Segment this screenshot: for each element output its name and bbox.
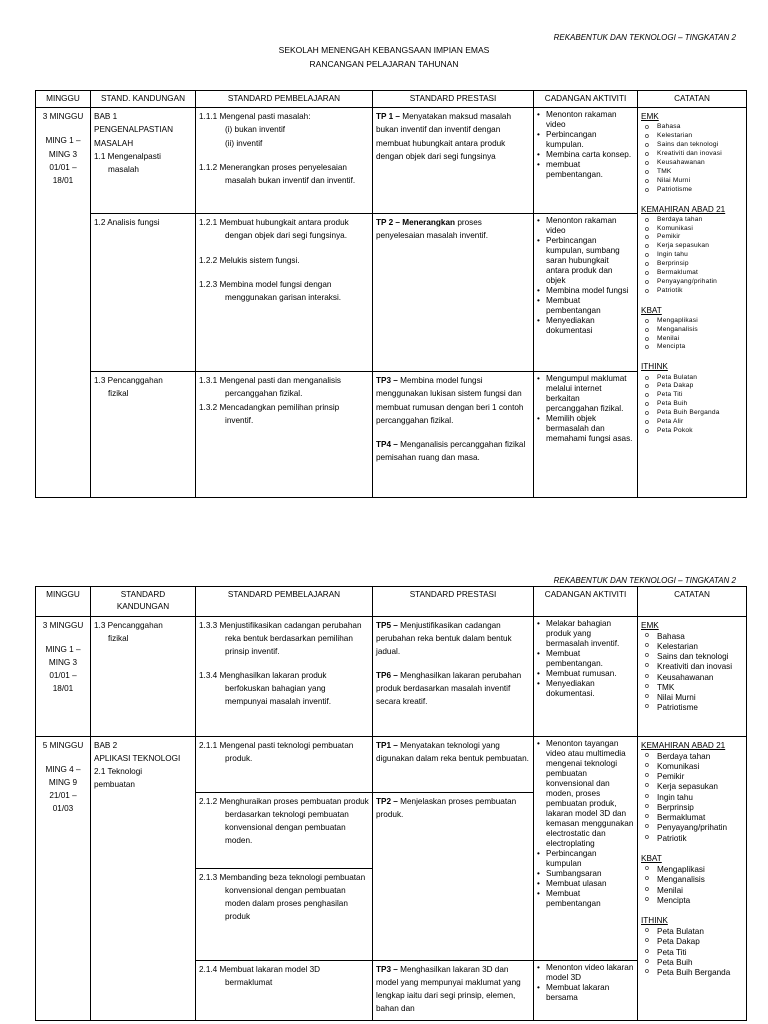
tp-text: Menyatakan maksud masalah bukan inventif dan inventif dengan membuat hubungkait antara produk dengan objek dari segi fungsinya: [376, 112, 512, 161]
minggu-cell: [36, 108, 91, 498]
ithink-heading: ITHINK: [641, 916, 668, 926]
prestasi-cell: [373, 372, 534, 498]
list-item: o Berdaya tahan: [657, 752, 743, 762]
minggu-end: MING 3: [48, 149, 78, 159]
activity-item: • Melakar bahagian produk yang bermasalah inventif.: [546, 619, 634, 649]
activity-item: • Menyediakan dokumentasi.: [546, 679, 634, 699]
minggu-duration: 3 MINGGU: [42, 620, 84, 630]
activity-item: • Perbincangan kumpulan: [546, 849, 634, 869]
tp-label: TP4 –: [376, 439, 398, 449]
activity-item: • Mengumpul maklumat melalui internet berkaitan percanggahan fizikal.: [546, 374, 634, 414]
abad21-list: [641, 752, 743, 844]
list-item: o Kreativiti dan inovasi: [657, 662, 743, 672]
ithink-list: [641, 374, 743, 436]
catatan-cell: [638, 736, 747, 1020]
header-pembelajaran: STANDARD PEMBELAJARAN: [196, 91, 373, 108]
list-item: o Bahasa: [657, 632, 743, 642]
list-item: o Mencipta: [657, 896, 743, 906]
chapter-label: BAB 2: [94, 740, 118, 750]
activity-item: • membuat pembentangan.: [546, 160, 634, 180]
tp-text: Menjustifikasikan cadangan perubahan reka bentuk dalam bentuk jadual.: [376, 620, 512, 656]
list-item: o Pemikir: [657, 233, 743, 242]
activity-item: • Membuat ulasan: [546, 879, 634, 889]
catatan-cell: [638, 108, 747, 498]
learning-standard: 1.2.3 Membina model fungsi dengan menggunakan garisan interaksi.: [199, 279, 342, 302]
list-item: o Nilai Murni: [657, 693, 743, 703]
activity-item: • Membuat pembentangan.: [546, 649, 634, 669]
activity-item: • Membina carta konsep.: [546, 150, 634, 160]
tp-text: Menganalisis percanggahan fizikal pemisahan ruang dan masa.: [376, 439, 526, 462]
school-name: SEKOLAH MENENGAH KEBANGSAAN IMPIAN EMAS: [278, 45, 490, 55]
date-start: 01/01 –: [49, 162, 77, 172]
kbat-list: [641, 865, 743, 906]
tp-label: TP 2 – Menerangkan: [376, 218, 456, 228]
minggu-duration: 5 MINGGU: [42, 740, 84, 750]
list-item: o Patriotisme: [657, 186, 743, 195]
activity-item: • Memilih objek bermasalah dan memahami fungsi asas.: [546, 414, 634, 444]
tp-text: Membina model fungsi menggunakan lukisan sistem fungsi dan membuat rumusan dengan beri 1 contoh percanggahan fizikal.: [376, 376, 524, 425]
prestasi-cell: [373, 214, 534, 372]
kandungan-cell: [91, 736, 196, 1020]
minggu-end: MING 3: [48, 657, 78, 667]
minggu-cell: [36, 736, 91, 1020]
list-item: o Penyayang/prihatin: [657, 823, 743, 833]
list-item: o Kelestarian: [657, 642, 743, 652]
topic-label: 1.3 Pencanggahan: [94, 376, 163, 386]
kandungan-cell: [91, 372, 196, 498]
activity-item: • Membuat pembentangan: [546, 889, 634, 909]
list-item: o TMK: [657, 683, 743, 693]
topic-label-cont: fizikal: [108, 633, 129, 643]
aktiviti-cell: [534, 736, 638, 960]
activity-item: • Membuat pembentangan: [546, 296, 634, 316]
tp-text: Menjelaskan proses pembuatan produk.: [376, 796, 517, 819]
list-item: o Peta Titi: [657, 948, 743, 958]
list-item: o Ingin tahu: [657, 251, 743, 260]
topic-label: 1.1 Mengenalpasti: [94, 151, 161, 161]
lesson-plan-table-2: [35, 586, 747, 1021]
chapter-label: BAB 1: [94, 112, 118, 122]
tp-text: Menghasilkan lakaran 3D dan model yang mempunyai maklumat yang lengkap iaitu dari segi prinsip, elemen, bahan dan: [376, 964, 521, 1013]
learning-standard: 2.1.1 Mengenal pasti teknologi pembuatan produk.: [199, 740, 354, 763]
list-item: o Peta Pokok: [657, 427, 743, 436]
learning-standard: 2.1.2 Menghuraikan proses pembuatan produk berdasarkan teknologi pembuatan konvensional dengan pembuatan moden.: [199, 796, 369, 845]
list-item: o Berdaya tahan: [657, 216, 743, 225]
list-item: o Komunikasi: [657, 762, 743, 772]
date-start: 01/01 –: [49, 670, 77, 680]
abad21-heading: KEMAHIRAN ABAD 21: [641, 204, 726, 214]
prestasi-cell: [373, 792, 534, 960]
header-prestasi: STANDARD PRESTASI: [373, 587, 534, 617]
kbat-heading: KBAT: [641, 305, 662, 315]
header-minggu: MINGGU: [36, 91, 91, 108]
learning-standard: 1.2.2 Melukis sistem fungsi.: [199, 255, 300, 265]
activity-item: • Menonton rakaman video: [546, 110, 634, 130]
learning-standard: 1.3.2 Mencadangkan pemilihan prinsip inventif.: [199, 402, 340, 425]
list-item: o TMK: [657, 168, 743, 177]
header-kandungan: STAND. KANDUNGAN: [91, 91, 196, 108]
emk-list: [641, 632, 743, 714]
aktiviti-cell: [534, 214, 638, 372]
list-item: o Menganalisis: [657, 875, 743, 885]
learning-standard: 1.3.3 Menjustifikasikan cadangan perubahan reka bentuk berdasarkan pemilihan prinsip inventif.: [199, 620, 362, 656]
activity-item: • Membina model fungsi: [546, 286, 634, 296]
list-item: o Menilai: [657, 886, 743, 896]
tp-label: TP1 –: [376, 740, 398, 750]
list-item: o Peta Dakap: [657, 937, 743, 947]
list-item: o Patriotik: [657, 287, 743, 296]
table-header-row: [36, 91, 747, 108]
header-prestasi: STANDARD PRESTASI: [373, 91, 534, 108]
minggu-start: MING 1 –: [45, 136, 81, 146]
ithink-heading: ITHINK: [641, 362, 668, 372]
list-item: o Sains dan teknologi: [657, 141, 743, 150]
pembelajaran-cell: [196, 372, 373, 498]
topic-label-cont: pembuatan: [94, 779, 135, 789]
learning-standard: 1.1.1 Mengenal pasti masalah:: [199, 112, 311, 122]
tp-label: TP3 –: [376, 964, 398, 974]
learning-standard: 2.1.4 Membuat lakaran model 3D bermaklumat: [199, 964, 321, 987]
aktiviti-cell: [534, 108, 638, 214]
list-item: o Pemikir: [657, 772, 743, 782]
prestasi-cell: [373, 736, 534, 792]
list-item: o Patriotisme: [657, 703, 743, 713]
kandungan-cell: [91, 108, 196, 214]
ithink-list: [641, 927, 743, 978]
list-item: o Mengaplikasi: [657, 317, 743, 326]
list-item: o Bahasa: [657, 123, 743, 132]
table-row: [36, 108, 747, 214]
list-item: o Peta Buih: [657, 958, 743, 968]
date-start: 21/01 –: [49, 790, 77, 800]
chapter-title: PENGENALPASTIAN MASALAH: [94, 125, 174, 148]
list-item: o Bermaklumat: [657, 813, 743, 823]
activity-item: • Membuat lakaran bersama: [546, 983, 634, 1003]
prestasi-cell: [373, 108, 534, 214]
list-item: o Berprinsip: [657, 803, 743, 813]
header-minggu: MINGGU: [36, 587, 91, 617]
aktiviti-cell: [534, 960, 638, 1020]
topic-label: 1.3 Pencanggahan: [94, 620, 163, 630]
abad21-list: [641, 216, 743, 296]
learning-standard: 1.3.4 Menghasilkan lakaran produk berfokuskan bahagian yang mempunyai masalah inventif.: [199, 670, 332, 707]
activity-item: • Menonton tayangan video atau multimedia mengenai teknologi pembuatan konvensional dan moden, proses pembuatan produk, lakaran model 3D dan kemasan menggunakan electrostatic dan electroplating: [546, 739, 634, 849]
prestasi-cell: [373, 616, 534, 736]
minggu-cell: [36, 616, 91, 736]
minggu-start: MING 1 –: [45, 644, 81, 654]
header-aktiviti: CADANGAN AKTIVITI: [534, 587, 638, 617]
emk-list: [641, 123, 743, 194]
pembelajaran-cell: [196, 616, 373, 736]
pembelajaran-cell: [196, 108, 373, 214]
list-item: o Kerja sepasukan: [657, 242, 743, 251]
learning-standard: 1.3.1 Mengenal pasti dan menganalisis percanggahan fizikal.: [199, 376, 342, 399]
minggu-end: MING 9: [48, 777, 78, 787]
aktiviti-cell: [534, 372, 638, 498]
list-item: o Kreativiti dan inovasi: [657, 150, 743, 159]
list-item: o Patriotik: [657, 834, 743, 844]
list-item: o Bermaklumat: [657, 269, 743, 278]
date-end: 18/01: [52, 175, 74, 185]
learning-standard: 1.1.2 Menerangkan proses penyelesaian masalah bukan inventif dan inventif.: [199, 162, 356, 185]
activity-item: • Membuat rumusan.: [546, 669, 634, 679]
list-item: o Ingin tahu: [657, 793, 743, 803]
learning-standard: 2.1.3 Membanding beza teknologi pembuatan konvensional dengan pembuatan moden dalam proses penghasilan produk: [199, 872, 366, 921]
tp-label: TP3 –: [376, 376, 398, 386]
pembelajaran-cell: [196, 868, 373, 960]
tp-text: proses penyelesaian masalah inventif.: [376, 218, 488, 241]
chapter-title: APLIKASI TEKNOLOGI: [94, 753, 181, 763]
list-item: o Peta Alir: [657, 418, 743, 427]
header-aktiviti: CADANGAN AKTIVITI: [534, 91, 638, 108]
list-item: o Penyayang/prihatin: [657, 278, 743, 287]
topic-label-cont: fizikal: [108, 389, 129, 399]
list-item: o Sains dan teknologi: [657, 652, 743, 662]
pembelajaran-cell: [196, 792, 373, 868]
activity-item: • Perbincangan kumpulan, sumbang saran hubungkait antara produk dan objek: [546, 236, 634, 286]
tp-label: TP 1 –: [376, 112, 400, 122]
pembelajaran-cell: [196, 214, 373, 372]
learning-standard: 1.2.1 Membuat hubungkait antara produk dengan objek dari segi fungsinya.: [199, 218, 349, 241]
pembelajaran-cell: [196, 960, 373, 1020]
list-item: o Peta Buih Berganda: [657, 409, 743, 418]
prestasi-cell: [373, 960, 534, 1020]
list-item: o Keusahawanan: [657, 673, 743, 683]
header-kandungan: STANDARD KANDUNGAN: [91, 587, 196, 617]
lesson-plan-table-1: [35, 90, 747, 498]
emk-heading: EMK: [641, 620, 659, 630]
topic-label: 1.2 Analisis fungsi: [94, 218, 160, 228]
emk-heading: EMK: [641, 112, 659, 122]
activity-item: • Menonton video lakaran model 3D: [546, 963, 634, 983]
subject-grade-header: REKABENTUK DAN TEKNOLOGI – TINGKATAN 2: [553, 576, 736, 585]
learning-sub: (i) bukan inventif: [225, 125, 286, 135]
list-item: o Mengaplikasi: [657, 865, 743, 875]
tp-label: TP6 –: [376, 670, 398, 680]
header-catatan: CATATAN: [638, 91, 747, 108]
activity-item: • Menyediakan dokumentasi: [546, 316, 634, 336]
date-end: 01/03: [52, 804, 74, 814]
table-header-row: [36, 587, 747, 617]
tp-text: Menyatakan teknologi yang digunakan dalam reka bentuk pembuatan.: [376, 740, 529, 763]
minggu-start: MING 4 –: [45, 764, 81, 774]
list-item: o Peta Dakap: [657, 382, 743, 391]
list-item: o Nilai Murni: [657, 177, 743, 186]
list-item: o Peta Titi: [657, 391, 743, 400]
list-item: o Peta Bulatan: [657, 927, 743, 937]
abad21-heading: KEMAHIRAN ABAD 21: [641, 740, 726, 750]
kbat-list: [641, 317, 743, 353]
list-item: o Mencipta: [657, 343, 743, 352]
list-item: o Kelestarian: [657, 132, 743, 141]
list-item: o Menganalisis: [657, 326, 743, 335]
subject-grade-header: REKABENTUK DAN TEKNOLOGI – TINGKATAN 2: [553, 33, 736, 42]
header-pembelajaran: STANDARD PEMBELAJARAN: [196, 587, 373, 617]
plan-title: RANCANGAN PELAJARAN TAHUNAN: [309, 59, 459, 69]
date-end: 18/01: [52, 684, 74, 694]
header-catatan: CATATAN: [638, 587, 747, 617]
kbat-heading: KBAT: [641, 853, 662, 863]
aktiviti-cell: [534, 616, 638, 736]
list-item: o Berprinsip: [657, 260, 743, 269]
list-item: o Komunikasi: [657, 225, 743, 234]
list-item: o Keusahawanan: [657, 159, 743, 168]
tp-label: TP5 –: [376, 620, 398, 630]
learning-sub: (ii) inventif: [225, 138, 263, 148]
pembelajaran-cell: [196, 736, 373, 792]
list-item: o Kerja sepasukan: [657, 782, 743, 792]
kandungan-cell: [91, 214, 196, 372]
activity-item: • Menonton rakaman video: [546, 216, 634, 236]
topic-label-cont: masalah: [108, 164, 139, 174]
list-item: o Menilai: [657, 335, 743, 344]
table-row: [36, 736, 747, 792]
table-row: [36, 616, 747, 736]
tp-label: TP2 –: [376, 796, 398, 806]
activity-item: • Perbincangan kumpulan.: [546, 130, 634, 150]
kandungan-cell: [91, 616, 196, 736]
minggu-duration: 3 MINGGU: [42, 112, 84, 122]
list-item: o Peta Bulatan: [657, 374, 743, 383]
tp-text: Menghasilkan lakaran perubahan produk berdasarkan masalah inventif secara kreatif.: [376, 670, 522, 707]
catatan-cell: [638, 616, 747, 736]
activity-item: • Sumbangsaran: [546, 869, 634, 879]
list-item: o Peta Buih: [657, 400, 743, 409]
list-item: o Peta Buih Berganda: [657, 968, 743, 978]
topic-label: 2.1 Teknologi: [94, 766, 143, 776]
